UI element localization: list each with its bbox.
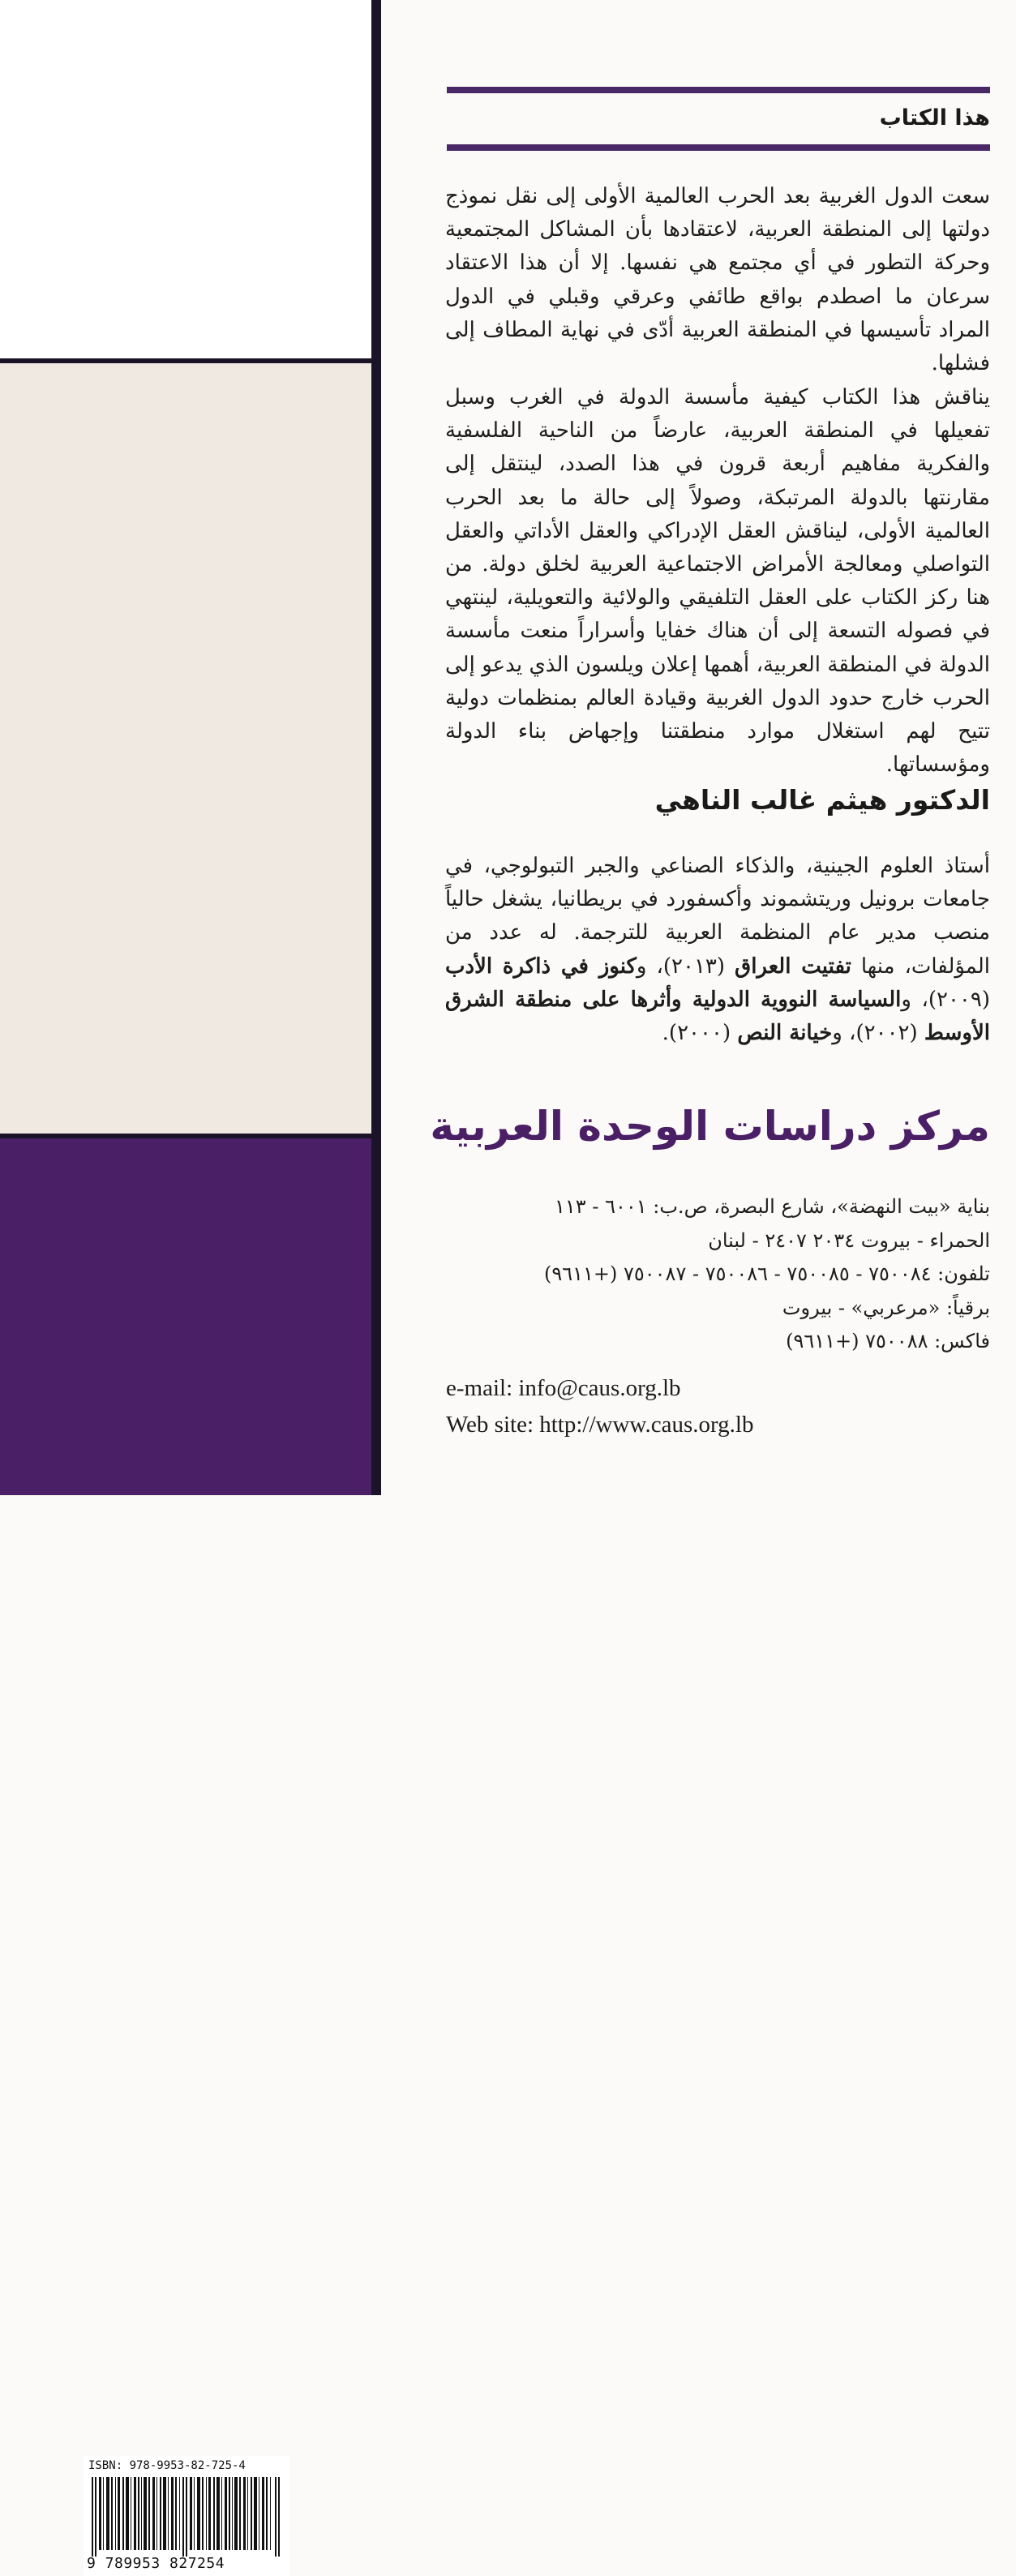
website-line: Web site: http://www.caus.org.lb (446, 1412, 754, 1438)
bio-text: (٢٠٠٢)، و (832, 1021, 924, 1046)
fax-line: فاكس: ٧٥٠٠٨٨ (+٩٦١١) (786, 1330, 990, 1352)
book-title: تفتيت العراق (735, 954, 851, 979)
address-line: بناية «بيت النهضة»، شارع البصرة، ص.ب: ٦٠٠١ - ١١٣ (555, 1195, 990, 1218)
author-name: الدكتور هيثم غالب الناهي (654, 784, 990, 816)
isbn-text: ISBN: 978-9953-82-725-4 (88, 2459, 246, 2472)
back-cover (381, 0, 1016, 1495)
spine-edge (371, 0, 381, 1495)
address-line: الحمراء - بيروت ٢٠٣٤ ٢٤٠٧ - لبنان (708, 1228, 990, 1252)
author-bio (445, 850, 990, 1050)
publisher-name: مركز دراسات الوحدة العربية (430, 1103, 990, 1150)
heading-rule-bottom (447, 144, 990, 151)
summary-paragraph-2: يناقش هذا الكتاب كيفية مأسسة الدولة في الغرب وسبل تفعيلها في المنطقة العربية، عارضاً من الناحية الفلسفية والفكرية مفاهيم أربعة قرون في هذا الصدد، لينتقل إلى مقارنتها بالدولة المرتبكة، وصولاً إلى حالة ما بعد الحرب العالمية الأولى، ليناقش العقل الإدراكي والعقل الأداتي والعقل التواصلي ومعالجة الأمراض الاجتماعية العربية لخلق دولة. من هنا ركز الكتاب على العقل التلفيقي والولائية والتعويلية، لينتهي في فصوله التسعة إلى أن هناك خفايا وأسراراً منعت مأسسة الدولة في المنطقة العربية، أهمها إعلان ويلسون الذي يدعو إلى الحرب خارج حدود الدول الغربية وقيادة العالم بمنظمات دولية تتيح لهم استغلال موارد منطقتنا وإجهاض بناء الدولة ومؤسساتها. (445, 385, 990, 778)
barcode-label (84, 2456, 289, 2576)
telegram-line: برقياً: «مرعربي» - بيروت (782, 1296, 990, 1319)
summary-paragraph-1: سعت الدول الغربية بعد الحرب العالمية الأولى إلى نقل نموذج دولتها إلى المنطقة العربية، لاعتقادها بأن المشاكل المجتمعية وحركة التطور في أي مجتمع هي نفسها. إلا أن هذا الاعتقاد سرعان ما اصطدم بواقع طائفي وعرقي وقبلي في الدول المراد تأسيسها في المنطقة العربية أدّى في نهاية المطاف إلى فشلها. (445, 184, 990, 376)
barcode-icon (92, 2477, 281, 2557)
spine-bottom-panel (0, 1138, 376, 2572)
phone-line: تلفون: ٧٥٠٠٨٤ - ٧٥٠٠٨٥ - ٧٥٠٠٨٦ - ٧٥٠٠٨٧ (+٩٦١١) (543, 1262, 990, 1285)
book-title: السياسة النووية الدولية وأثرها على منطقة الشرق الأوسط (445, 987, 990, 1046)
section-heading: هذا الكتاب (879, 105, 990, 131)
barcode-digits: 9 789953 827254 (87, 2555, 225, 2572)
bio-text: أستاذ العلوم الجينية، والذكاء الصناعي والجبر التبولوجي، في جامعات برونيل وريتشموند وأكسفورد في بريطانيا، يشغل حالياً منصب مدير عام المنظمة العربية للترجمة. له عدد من المؤلفات، منها (445, 854, 990, 979)
bio-text: (٢٠٠٩)، و (901, 987, 990, 1012)
bio-text: (٢٠٠٠). (662, 1021, 738, 1046)
publisher-address (439, 1190, 990, 1359)
spine-middle-panel (0, 363, 376, 1138)
heading-rule-top (447, 87, 990, 93)
spine-top-panel (0, 0, 376, 363)
bio-text: (٢٠١٣)، و (636, 954, 735, 979)
book-title: خيانة النص (737, 1021, 833, 1046)
book-title: كنوز في ذاكرة الأدب (445, 954, 637, 979)
email-line: e-mail: info@caus.org.lb (446, 1375, 681, 1401)
